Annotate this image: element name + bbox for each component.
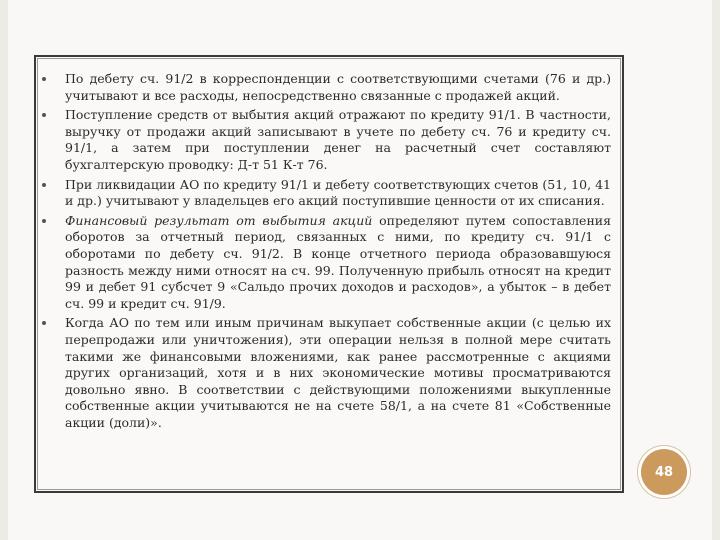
bullet-dot-icon [42,113,46,117]
bullet-dot-icon [42,77,46,81]
bullet-dot-icon [42,219,46,223]
slide-number-badge: 48 [641,449,687,495]
bullet-item-5 [36,315,622,431]
bullet-item-3 [36,177,622,210]
bullet-item-4 [36,213,622,313]
bullet-text: определяют путем сопоставления оборотов за отчетный период, связанных с ними, по кредиту сч. 91/1 с оборотами по дебету сч. 91/2. В конце отчетного периода образовавшуюся разность между ними относят на сч. 99. Полученную прибыль относят на кредит 99 и дебет 91 субсчет 9 «Сальдо прочих доходов и расходов», а убыток – в дебет сч. 99 и кредит сч. 91/9. [65,212,611,311]
bullet-dot-icon [42,183,46,187]
bullet-text: При ликвидации АО по кредиту 91/1 и дебету соответствующих счетов (51, 10, 41 и др.) учитывают у владельцев его акций поступившие ценности от их списания. [65,176,611,209]
bullet-list [36,71,622,434]
bullet-item-2 [36,107,622,173]
left-decorative-stripe [0,0,8,540]
bullet-item-1 [36,71,622,104]
content-frame [34,55,624,493]
bullet-dot-icon [42,321,46,325]
bullet-text: Поступление средств от выбытия акций отражают по кредиту 91/1. В частности, выручку от продажи акций записывают в учете по дебету сч. 76 и кредиту сч. 91/1, а затем при поступлении денег на расчетный счет составляют бухгалтерскую проводку: Д-т 51 К-т 76. [65,107,611,172]
bullet-text: Когда АО по тем или иным причинам выкупает собственные акции (с целью их перепродажи или уничтожения), эти операции нельзя в полной мере считать такими же финансовыми вложениями, как ранее рассмотренные с акциями других организаций, хотя и в них экономические мотивы просматриваются довольно явно. В соответствии с действующими положениями выкупленные собственные акции учитываются не на счете 58/1, а на счете 81 «Собственные акции (доли)». [65,315,611,430]
bullet-italic-lead: Финансовый результат от выбытия акций [65,212,373,228]
right-decorative-stripe [712,0,720,540]
bullet-text: По дебету сч. 91/2 в корреспонденции с соответствующими счетами (76 и др.) учитывают и все расходы, непосредственно связанные с продажей акций. [65,71,611,103]
